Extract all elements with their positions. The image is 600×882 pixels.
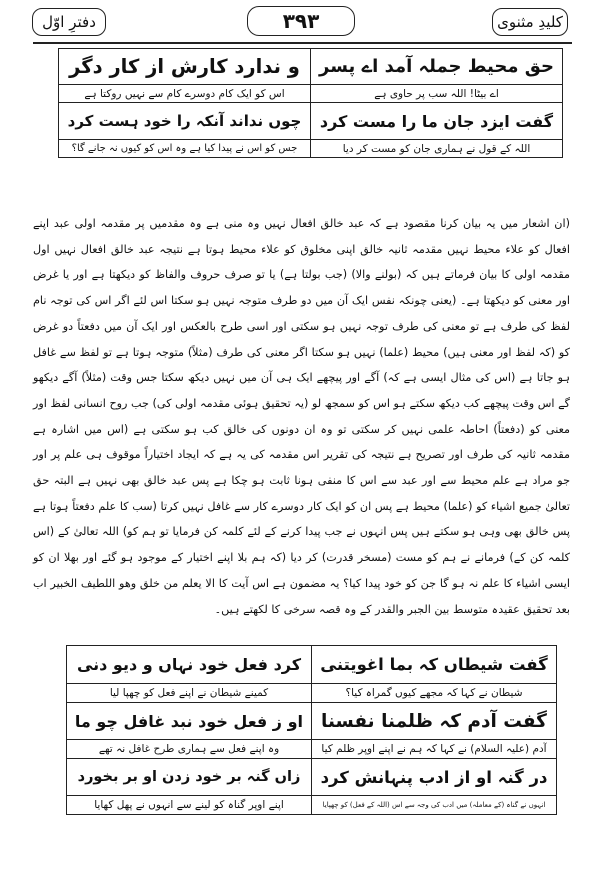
verse-row	[59, 49, 563, 85]
translation-row	[67, 796, 557, 815]
translation-row	[67, 684, 557, 703]
translation-row	[59, 140, 563, 158]
translation-left: جس کو اس نے پیدا کیا ہے وہ اس کو کیوں نہ جانے گا؟	[59, 140, 311, 158]
verse-right: گفت شیطاں کہ بما اغویتنی	[312, 646, 557, 684]
translation-row	[67, 740, 557, 759]
translation-right: انہوں نے گناہ (کے معاملہ) میں ادب کی وجہ سے اس (اللہ کے فعل) کو چھپایا	[312, 796, 557, 815]
commentary-text	[33, 211, 570, 622]
verse-left: او ز فعل خود نبد غافل چو ما	[67, 703, 312, 740]
translation-right: آدم (علیہ السلام) نے کہا کہ ہم نے اپنے اوپر ظلم کیا	[312, 740, 557, 759]
verse-left: و ندارد کارش از کار دگر	[59, 49, 311, 85]
header-divider	[33, 42, 572, 44]
page-number-box	[247, 6, 355, 36]
translation-left: اپنے اوپر گناہ کو لینے سے انہوں نے پھل کھایا	[67, 796, 312, 815]
translation-left: وہ اپنے فعل سے ہماری طرح غافل نہ تھے	[67, 740, 312, 759]
translation-right: اے بیٹا! اللہ سب پر حاوی ہے	[311, 85, 563, 103]
verse-right: گفت آدم کہ ظلمنا نفسنا	[312, 703, 557, 740]
page-number: ۳۹۳	[282, 9, 320, 33]
volume-box	[32, 8, 106, 36]
verse-row	[67, 759, 557, 796]
verse-left: کرد فعل خود نہاں و دیو دنی	[67, 646, 312, 684]
volume-label: دفترِ اوّل	[42, 13, 96, 31]
verse-right: گفت ایزد جان ما را مست کرد	[311, 103, 563, 140]
translation-right: شیطان نے کہا کہ مجھے کیوں گمراہ کیا؟	[312, 684, 557, 703]
translation-left: اس کو ایک کام دوسرے کام سے نہیں روکتا ہے	[59, 85, 311, 103]
commentary-paragraph: (ان اشعار میں یہ بیان کرنا مقصود ہے کہ عبد خالق افعال نہیں وہ منی ہے وہ مقدمیں پر مقدمہ اولی عبد اپنے افعال کو علاء محیط نہیں مقدمہ ثانیہ خالق اپنی مخلوق کو علاء محیط ہوتا ہے نتیجہ عبد خالق افعال نہیں اول مقدمہ اولی کا بیان فرماتے ہیں کہ (بولنے والا) (جب بولتا ہے) یا تو صرف حروف والفاظ کو دیکھتا ہے اور یا غرض اور معنی کو دیکھتا ہے۔ (یعنی چونکہ نفس ایک آن میں دو طرف متوجہ نہیں ہو سکتا اس لئے اگر اس کی توجہ نام لفظ کی طرف ہے تو معنی کی طرف توجہ نہیں ہو سکتی اور اسی طرح بالعکس اور ایک آن میں دفعتاً دو غرض کو (کہ لفظ اور معنی ہیں) محیط (علما) نہیں ہو سکتا اگر معنی کی طرف (مثلاً) متوجہ ہوتا ہے تو لفظ سے غافل ہو جاتا ہے (اس کی مثال ایسی ہے کہ) آگے اور پیچھے ایک ہی آن میں نہیں دیکھ سکتا جس وقت (مثلاً) آگے دیکھو گے اس وقت پیچھے کب دیکھ سکتے ہو اس کو سمجھ لو (یہ تحقیق ہوئی مقدمہ اولی کی) جب روح انسانی لفظ اور معنی کو (دفعتاً) احاطہ علمی نہیں کر سکتی تو وہ ان دونوں کی خالق کب ہو سکتی ہے (اس میں اشارہ ہے مقدمہ ثانیہ کی طرف اور تصریح ہے نتیجہ کی تقریر اس مقدمہ کی یہ ہے کہ ایجاد اختیاراً موقوف ہی علم پر اور جو مراد ہے علم محیط سے اور عبد سے اس کا منفی ہونا ثابت ہو چکا ہے پس عبد خالق بھی نہیں ہے البتہ حق تعالیٰ جمیع اشیاء کو (علما) محیط ہے پس ان کو ایک کار دوسرے کار سے غافل نہیں کرتا (سب کا علم دفعتاً ہوتا ہے پس خالق بھی وہی ہو سکتے ہیں پس انہوں نے جب پیدا کرنے کے لئے کلمہ کن فرمایا تو ہم کو) اللہ تعالیٰ کے (اس کلمہ کن کے) فرمانے نے ہم کو مست (مسخر قدرت) کر دیا (کہ ہم بلا اپنے اختیار کے موجود ہو گئے اور بھلا ان کو ایسی اشیاء کا علم نہ ہو گا جن کو خود پیدا کیا؟ یہ مضمون ہے اس آیت کا الا یعلم من خلق وھو اللطیف الخبیر اب بعد تحقیق عقیدہ متوسط بین الجبر والقدر کے وہ قصہ سرخی کا لکھتے ہیں۔	[33, 217, 570, 616]
verse-table-bottom	[66, 645, 557, 815]
verse-right: حق محیط جملہ آمد اے پسر	[311, 49, 563, 85]
verse-left: زاں گنہ بر خود زدن او بر بخورد	[67, 759, 312, 796]
book-title-box	[492, 8, 568, 36]
book-title: کلیدِ مثنوی	[497, 13, 563, 31]
verse-left: چوں نداند آنکہ را خود ہست کرد	[59, 103, 311, 140]
verse-row	[67, 703, 557, 740]
verse-right: در گنہ او از ادب پنہانش کرد	[312, 759, 557, 796]
translation-row	[59, 85, 563, 103]
translation-left: کمینے شیطان نے اپنے فعل کو چھپا لیا	[67, 684, 312, 703]
verse-row	[59, 103, 563, 140]
translation-right: اللہ کے قول نے ہماری جان کو مست کر دیا	[311, 140, 563, 158]
verse-table-top	[58, 48, 563, 158]
verse-row	[67, 646, 557, 684]
